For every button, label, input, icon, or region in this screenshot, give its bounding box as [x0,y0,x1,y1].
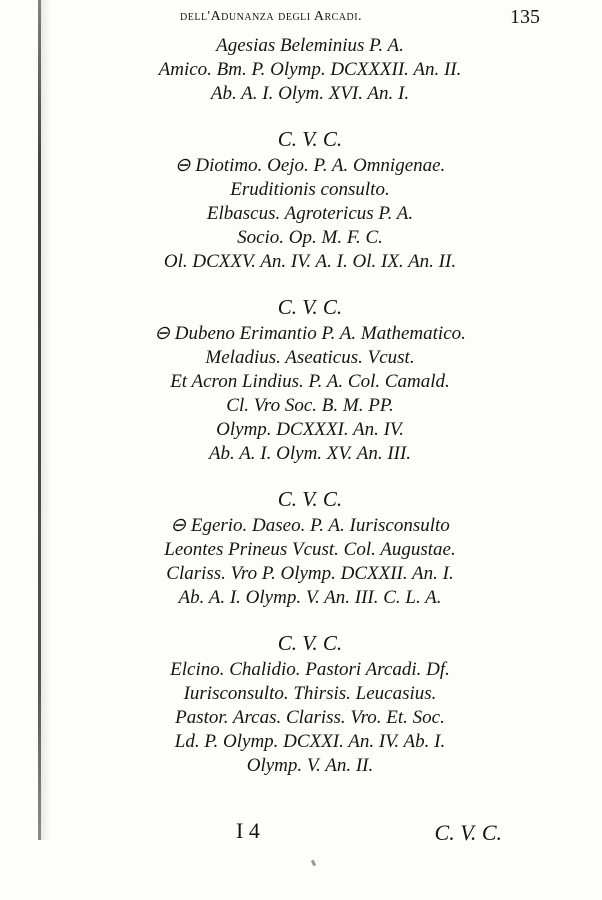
entry-line: Pastor. Arcas. Clariss. Vro. Et. Soc. [175,707,445,728]
entry-line: ⊖ Egerio. Daseo. P. A. Iurisconsulto [170,515,450,536]
entry-line: Socio. Op. M. F. C. [237,227,383,248]
entry-line: Leontes Prineus Vcust. Col. Augustae. [164,539,456,560]
signature-mark: I 4 [236,818,260,843]
entry-line: ⊖ Diotimo. Oejo. P. A. Omnigenae. [174,155,446,176]
gutter-shadow [41,0,51,840]
entry-line: Ab. A. I. Olym. XVI. An. I. [210,83,410,104]
catchword: C. V. C. [434,820,502,845]
entry-line: Olymp. V. An. II. [246,755,374,776]
entry-line: Ld. P. Olymp. DCXXI. An. IV. Ab. I. [174,731,446,752]
page-footer [60,818,560,852]
entry-line: Ab. A. I. Olymp. V. An. III. C. L. A. [178,587,442,608]
text-block [60,34,560,778]
running-title: dell'Adunanza degli Arcadi. [180,9,363,24]
entry-line: Clariss. Vro P. Olymp. DCXXII. An. I. [166,563,454,584]
entry-block [60,294,560,466]
ink-speck [311,860,316,867]
entry-line: Ab. A. I. Olym. XV. An. III. [208,443,412,464]
entry-line: Et Acron Lindius. P. A. Col. Camald. [170,371,450,392]
entry-line: Elbascus. Agrotericus P. A. [206,203,414,224]
entry-heading: C. V. C. [277,487,343,511]
entry-line: Ol. DCXXV. An. IV. A. I. Ol. IX. An. II. [163,251,457,272]
entry-line: Iurisconsulto. Thirsis. Leucasius. [183,683,437,704]
entry-block [60,630,560,778]
entry-block [60,486,560,610]
entry-block [60,126,560,274]
entry-heading: C. V. C. [277,631,343,655]
entry-block [60,34,560,106]
entry-line: ⊖ Dubeno Erimantio P. A. Mathematico. [154,323,466,344]
page-number: 135 [510,6,540,28]
entry-line: Olymp. DCXXXI. An. IV. [216,419,404,440]
entry-line: Elcino. Chalidio. Pastori Arcadi. Df. [170,659,450,680]
entry-heading: C. V. C. [277,127,343,151]
entry-line: Agesias Beleminius P. A. [216,35,404,56]
entry-line: Eruditionis consulto. [230,179,390,200]
entry-heading: C. V. C. [277,295,343,319]
entry-line: Cl. Vro Soc. B. M. PP. [226,395,394,416]
entry-line: Meladius. Aseaticus. Vcust. [205,347,415,368]
running-head [180,6,540,26]
entry-line: Amico. Bm. P. Olymp. DCXXXII. An. II. [158,59,462,80]
